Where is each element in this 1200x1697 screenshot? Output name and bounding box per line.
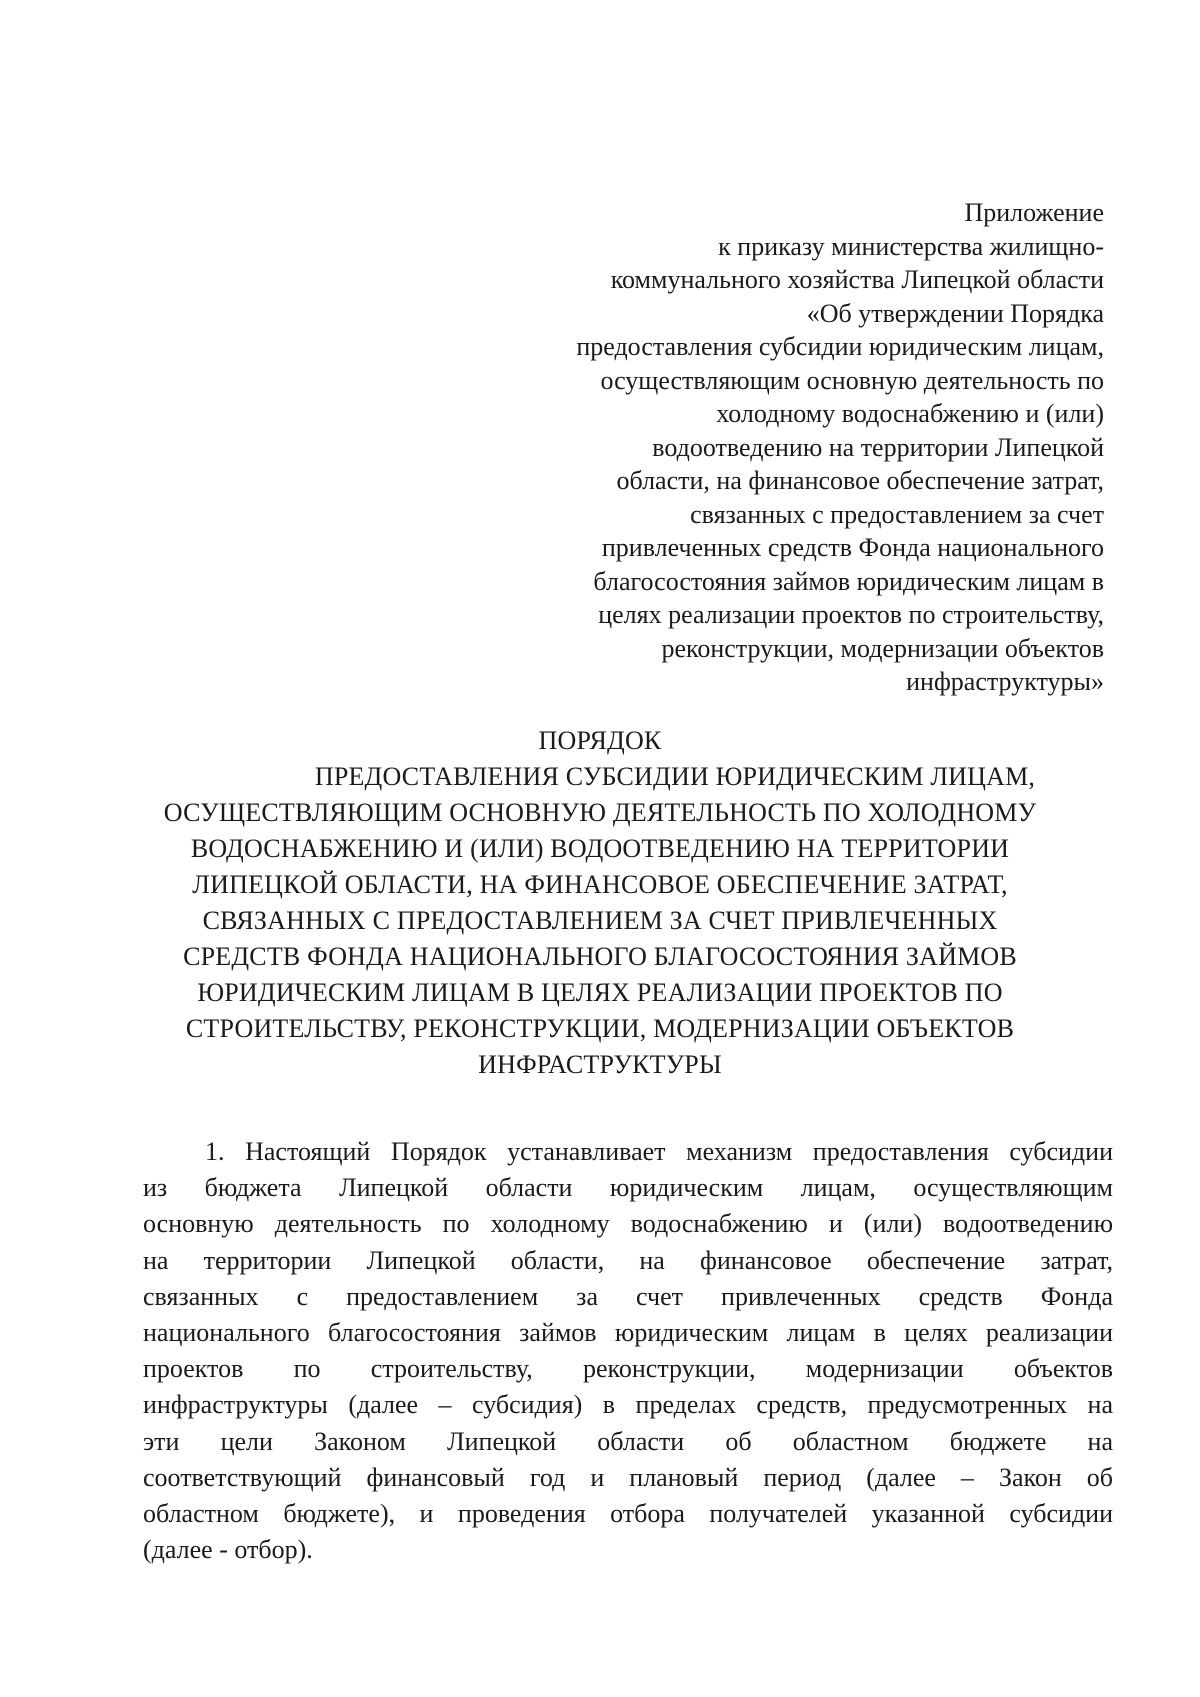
paragraph-line: соответствующий финансовый год и плановый период (далее – Закон об [143,1462,1113,1492]
title-line: ОСУЩЕСТВЛЯЮЩИМ ОСНОВНУЮ ДЕЯТЕЛЬНОСТЬ ПО ХОЛОДНОМУ [163,798,1037,827]
appendix-line: благосостояния займов юридическим лицам в [593,566,1104,596]
appendix-line: области, на финансовое обеспечение затрат, [616,466,1104,495]
title-line: ЛИПЕЦКОЙ ОБЛАСТИ, НА ФИНАНСОВОЕ ОБЕСПЕЧЕНИЕ ЗАТРАТ, [192,870,1008,899]
appendix-line: инфраструктуры» [906,667,1104,696]
appendix-line: реконструкции, модернизации объектов [661,633,1104,663]
document-title [0,723,1200,1083]
appendix-line: водоотведению на территории Липецкой [652,432,1104,462]
paragraph-line: эти цели Законом Липецкой области об областном бюджете на [143,1426,1113,1456]
title-line: СВЯЗАННЫХ С ПРЕДОСТАВЛЕНИЕМ ЗА СЧЕТ ПРИВЛЕЧЕННЫХ [202,906,998,935]
paragraph-1 [143,1134,1113,1568]
paragraph-line: национального благосостояния займов юридическим лицам в целях реализации [143,1318,1113,1348]
paragraph-line: из бюджета Липецкой области юридическим лицам, осуществляющим [143,1173,1113,1203]
title-line: ИНФРАСТРУКТУРЫ [478,1050,722,1079]
appendix-line: привлеченных средств Фонда национального [601,533,1104,562]
title-line: ЮРИДИЧЕСКИМ ЛИЦАМ В ЦЕЛЯХ РЕАЛИЗАЦИИ ПРОЕКТОВ ПО [197,978,1003,1007]
appendix-line: холодному водоснабжению и (или) [716,399,1104,428]
appendix-line: к приказу министерства жилищно- [718,231,1104,261]
title-line: ПРЕДОСТАВЛЕНИЯ СУБСИДИИ ЮРИДИЧЕСКИМ ЛИЦАМ, [314,762,1036,791]
paragraph-line: (далее - отбор). [143,1535,313,1565]
paragraph-line: связанных с предоставлением за счет привлеченных средств Фонда [143,1281,1113,1311]
paragraph-line: 1. Настоящий Порядок устанавливает механизм предоставления субсидии [205,1137,1113,1166]
title-line: СТРОИТЕЛЬСТВУ, РЕКОНСТРУКЦИИ, МОДЕРНИЗАЦИИ ОБЪЕКТОВ [185,1014,1015,1043]
appendix-line: коммунального хозяйства Липецкой области [610,265,1104,294]
title-line: СРЕДСТВ ФОНДА НАЦИОНАЛЬНОГО БЛАГОСОСТОЯНИЯ ЗАЙМОВ [183,942,1017,971]
paragraph-line: на территории Липецкой области, на финансовое обеспечение затрат, [143,1245,1113,1275]
paragraph-line: основную деятельность по холодному водоснабжению и (или) водоотведению [143,1209,1113,1239]
paragraph-line: проектов по строительству, реконструкции, модернизации объектов [143,1354,1113,1384]
appendix-line: предоставления субсидии юридическим лицам, [576,332,1104,361]
appendix-line: «Об утверждении Порядка [806,298,1104,328]
paragraph-line: областном бюджете), и проведения отбора получателей указанной субсидии [143,1499,1113,1529]
appendix-line: Приложение [964,198,1104,227]
title-heading: ПОРЯДОК [538,726,662,755]
appendix-line: целях реализации проектов по строительству, [598,600,1104,629]
paragraph-line: инфраструктуры (далее – субсидия) в пределах средств, предусмотренных на [143,1390,1113,1420]
appendix-block [484,196,1104,699]
appendix-line: осуществляющим основную деятельность по [600,365,1104,395]
title-line: ВОДОСНАБЖЕНИЮ И (ИЛИ) ВОДООТВЕДЕНИЮ НА ТЕРРИТОРИИ [190,834,1010,863]
appendix-line: связанных с предоставлением за счет [690,499,1104,529]
